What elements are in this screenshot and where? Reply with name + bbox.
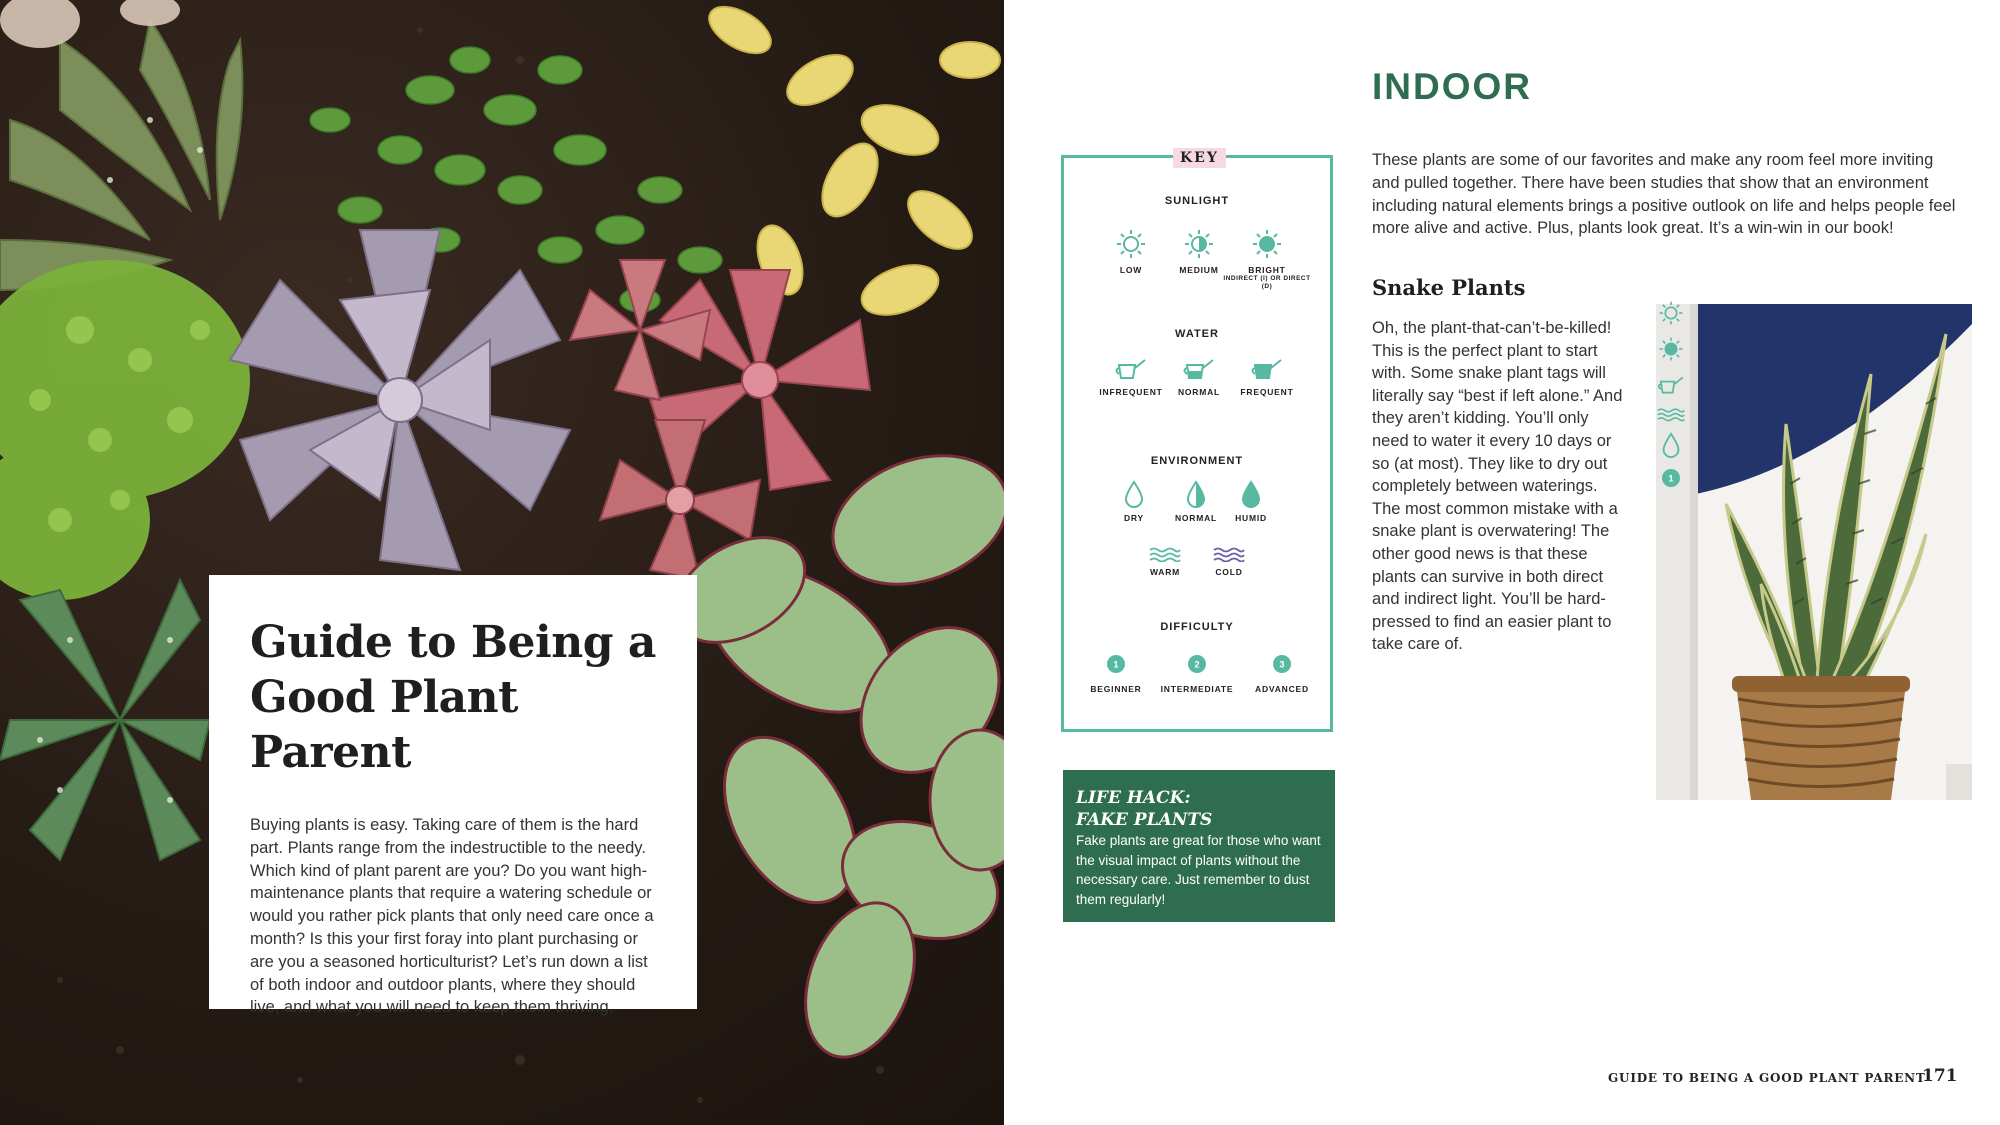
waves-warm-icon: [1656, 406, 1692, 432]
snake-plant-paragraph: Oh, the plant-that-can’t-be-killed! This is the perfect plant to start with. Some snake plant tags will literally say “best if left alone.” And they aren’t kidding. You’ll only need to water it every 10 days or so (at most). They like to dry out completely between waterings. The most common mistake with a snake plant is overwatering! The other good news is that these plants can survive in both direct and indirect light. You’ll be hard-pressed to find an easier plant to take care of.: [1372, 319, 1623, 654]
drop-full-icon: [1241, 480, 1261, 508]
key-caption: LOW: [1119, 265, 1143, 275]
key-caption: HUMID: [1235, 513, 1267, 523]
difficulty-badge-icon: [1656, 468, 1692, 494]
drop-empty-icon: [1124, 480, 1144, 508]
life-hack-title: [1076, 787, 1322, 831]
snake-plant-care-icons: [1656, 300, 1692, 500]
key-caption: DRY: [1123, 513, 1145, 523]
key-caption: BRIGHT: [1248, 265, 1286, 275]
difficulty-badge-icon: [1106, 654, 1126, 674]
key-caption: INFREQUENT: [1099, 387, 1163, 397]
key-item-env-warm: [1130, 546, 1200, 577]
difficulty-badge-icon: [1187, 654, 1207, 674]
key-caption: WARM: [1149, 567, 1181, 577]
key-item-env-cold: [1194, 546, 1264, 577]
chapter-title-line2: Good Plant Parent: [250, 672, 518, 778]
sun-medium-icon: [1183, 228, 1215, 260]
difficulty-num: 2: [1194, 659, 1200, 670]
page-number: 171: [1922, 1066, 1958, 1086]
difficulty-badge-icon: [1272, 654, 1292, 674]
key-heading-sunlight: SUNLIGHT: [1164, 195, 1230, 207]
life-hack-title-line2: FAKE PLANTS: [1076, 810, 1213, 830]
sun-low-icon: [1115, 228, 1147, 260]
section-heading-indoor: INDOOR: [1372, 66, 1532, 107]
icon-key-panel: [1061, 150, 1333, 732]
difficulty-num: 3: [1279, 659, 1285, 670]
watering-can-full-icon: [1250, 356, 1284, 382]
difficulty-num: 1: [1113, 659, 1119, 670]
plant-heading-snake: Snake Plants: [1372, 275, 1526, 300]
watering-can-half-icon: [1182, 356, 1216, 382]
key-caption: FREQUENT: [1240, 387, 1294, 397]
life-hack-body: Fake plants are great for those who want the visual impact of plants without the necessary care. Just remember to dust them regularly!: [1076, 833, 1321, 907]
drop-half-icon: [1186, 480, 1206, 508]
key-caption: NORMAL: [1174, 513, 1218, 523]
waves-warm-icon: [1148, 546, 1182, 562]
watering-can-empty-icon: [1656, 374, 1692, 400]
key-item-env-dry: [1099, 480, 1169, 523]
key-item-water-frequent: [1222, 356, 1312, 397]
running-head: GUIDE TO BEING A GOOD PLANT PARENT: [1608, 1071, 1926, 1085]
key-label: KEY: [1173, 148, 1226, 168]
snake-plant-photo: [1656, 304, 1972, 800]
sun-bright-indirect-icon: [1656, 336, 1692, 362]
key-caption: INTERMEDIATE: [1160, 684, 1234, 694]
key-caption-sub: INDIRECT (I) OR DIRECT (D): [1223, 275, 1311, 290]
chapter-title: [250, 615, 657, 780]
drop-empty-icon: [1656, 432, 1692, 458]
watering-can-empty-icon: [1114, 356, 1148, 382]
key-heading-difficulty: DIFFICULTY: [1160, 621, 1234, 633]
life-hack-callout: [1063, 770, 1335, 922]
waves-cold-icon: [1212, 546, 1246, 562]
snake-difficulty-num: 1: [1668, 473, 1674, 484]
key-caption: NORMAL: [1177, 387, 1221, 397]
intro-card: [209, 575, 697, 1017]
chapter-title-line1: Guide to Being a: [250, 617, 656, 668]
key-caption: MEDIUM: [1179, 265, 1219, 275]
indoor-intro-paragraph: These plants are some of our favorites and make any room feel more inviting and pulled together. There have been studies that show that an environment including natural elements brings a positive outlook on life and helps people feel more alive and active. Plus, plants look great. It’s a win-win in our book!: [1372, 151, 1956, 238]
key-caption: BEGINNER: [1090, 684, 1142, 694]
key-item-difficulty-advanced: [1234, 654, 1330, 694]
key-item-env-humid: [1216, 480, 1286, 523]
snake-plant-illustration: [1656, 304, 1972, 800]
sun-bright-icon: [1251, 228, 1283, 260]
key-item-sun-bright: [1222, 228, 1312, 291]
key-heading-environment: ENVIRONMENT: [1150, 455, 1244, 467]
key-item-difficulty-intermediate: [1149, 654, 1245, 694]
key-heading-water: WATER: [1175, 328, 1219, 340]
life-hack-title-line1: LIFE HACK:: [1076, 788, 1191, 808]
key-caption: ADVANCED: [1255, 684, 1309, 694]
key-caption: COLD: [1215, 567, 1243, 577]
sun-low-icon: [1656, 300, 1692, 326]
intro-paragraph: Buying plants is easy. Taking care of them is the hard part. Plants range from the indestructible to the needy. Which kind of plant parent are you? Do you want high-maintenance plants that require a watering schedule or would you rather pick plants that only need care once a month? Is this your first foray into plant purchasing or are you a seasoned horticulturist? Let’s run down a list of both indoor and outdoor plants, where they should live, and what you will need to keep them thriving.: [250, 816, 654, 1017]
